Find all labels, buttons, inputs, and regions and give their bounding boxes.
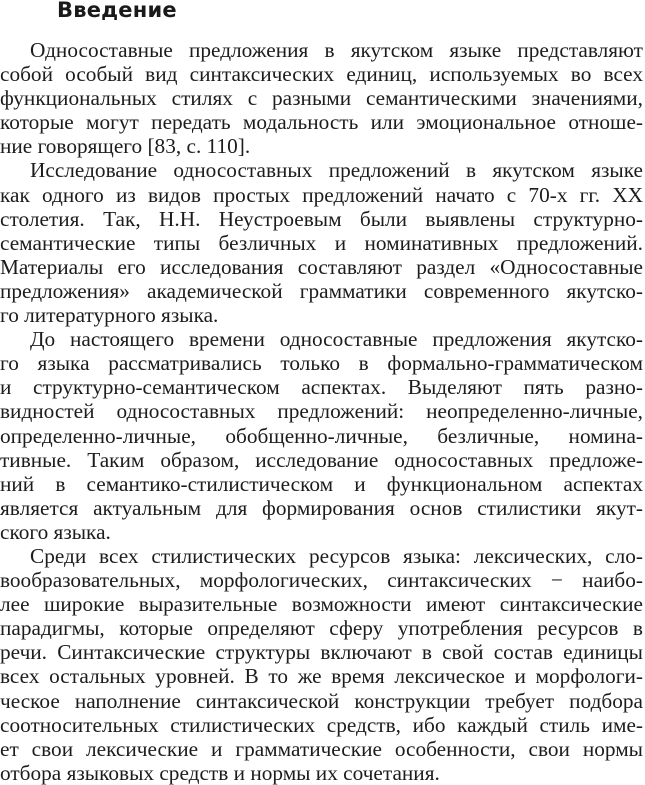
text-line: го языка рассматривались только в формально-грамматическом <box>0 351 643 376</box>
text-line: ет свои лексические и грамматические особенности, свои нормы <box>0 736 643 761</box>
text-line: всех остальных уровней. В то же время лексическое и морфологи- <box>0 664 643 689</box>
text-line: го литературного языка. <box>0 303 219 328</box>
text-line: и структурно-семантическом аспектах. Выделяют пять разно- <box>0 375 643 400</box>
body-text <box>0 38 645 785</box>
text-line: соотносительных стилистических средств, ибо каждый стиль име- <box>0 712 643 737</box>
text-line: ского языка. <box>0 519 111 544</box>
text-line: функциональных стилях с разными семантическими значениями, <box>0 86 643 111</box>
text-line: ческое наполнение синтаксической конструкции требует подбора <box>0 688 643 713</box>
text-line: предложения» академической грамматики современного якутско- <box>0 278 643 303</box>
text-line: отбора языковых средств и нормы их сочетания. <box>0 760 440 785</box>
text-line: столетия. Так, Н.Н. Неустроевым были выявлены структурно- <box>0 206 643 231</box>
text-line: ний в семантико-стилистическом и функциональном аспектах <box>0 471 643 496</box>
text-line: семантические типы безличных и номинативных предложений. <box>0 230 643 255</box>
text-line: Материалы его исследования составляют раздел «Односоставные <box>0 254 643 279</box>
paragraph <box>0 38 645 158</box>
text-line: ние говорящего [83, с. 110]. <box>0 134 251 159</box>
paragraph <box>0 158 645 327</box>
text-line: Исследование односоставных предложений в якутском языке <box>30 158 643 183</box>
text-line: вообразовательных, морфологических, синтаксических − наибо- <box>0 568 643 593</box>
text-line: видностей односоставных предложений: неопределенно-личные, <box>0 399 643 424</box>
text-line: лее широкие выразительные возможности имеют синтаксические <box>0 592 643 617</box>
section-heading: Введение <box>57 0 177 22</box>
text-line: До настоящего времени односоставные предложения якутско- <box>30 327 643 352</box>
text-line: которые могут передать модальность или эмоциональное отноше- <box>0 110 643 135</box>
text-line: определенно-личные, обобщенно-личные, безличные, номина- <box>0 423 643 448</box>
text-line: как одного из видов простых предложений начато с 70-х гг. XX <box>0 182 643 207</box>
paragraph <box>0 327 645 544</box>
text-line: является актуальным для формирования основ стилистики якут- <box>0 495 643 520</box>
paragraph <box>0 544 645 785</box>
text-line: собой особый вид синтаксических единиц, используемых во всех <box>0 62 643 87</box>
text-line: Среди всех стилистических ресурсов языка: лексических, сло- <box>30 543 643 568</box>
text-line: речи. Синтаксические структуры включают в свой состав единицы <box>0 640 643 665</box>
text-line: Односоставные предложения в якутском языке представляют <box>30 38 643 62</box>
text-line: тивные. Таким образом, исследование односоставных предложе- <box>0 447 643 472</box>
text-line: парадигмы, которые определяют сферу употребления ресурсов в <box>0 616 643 641</box>
